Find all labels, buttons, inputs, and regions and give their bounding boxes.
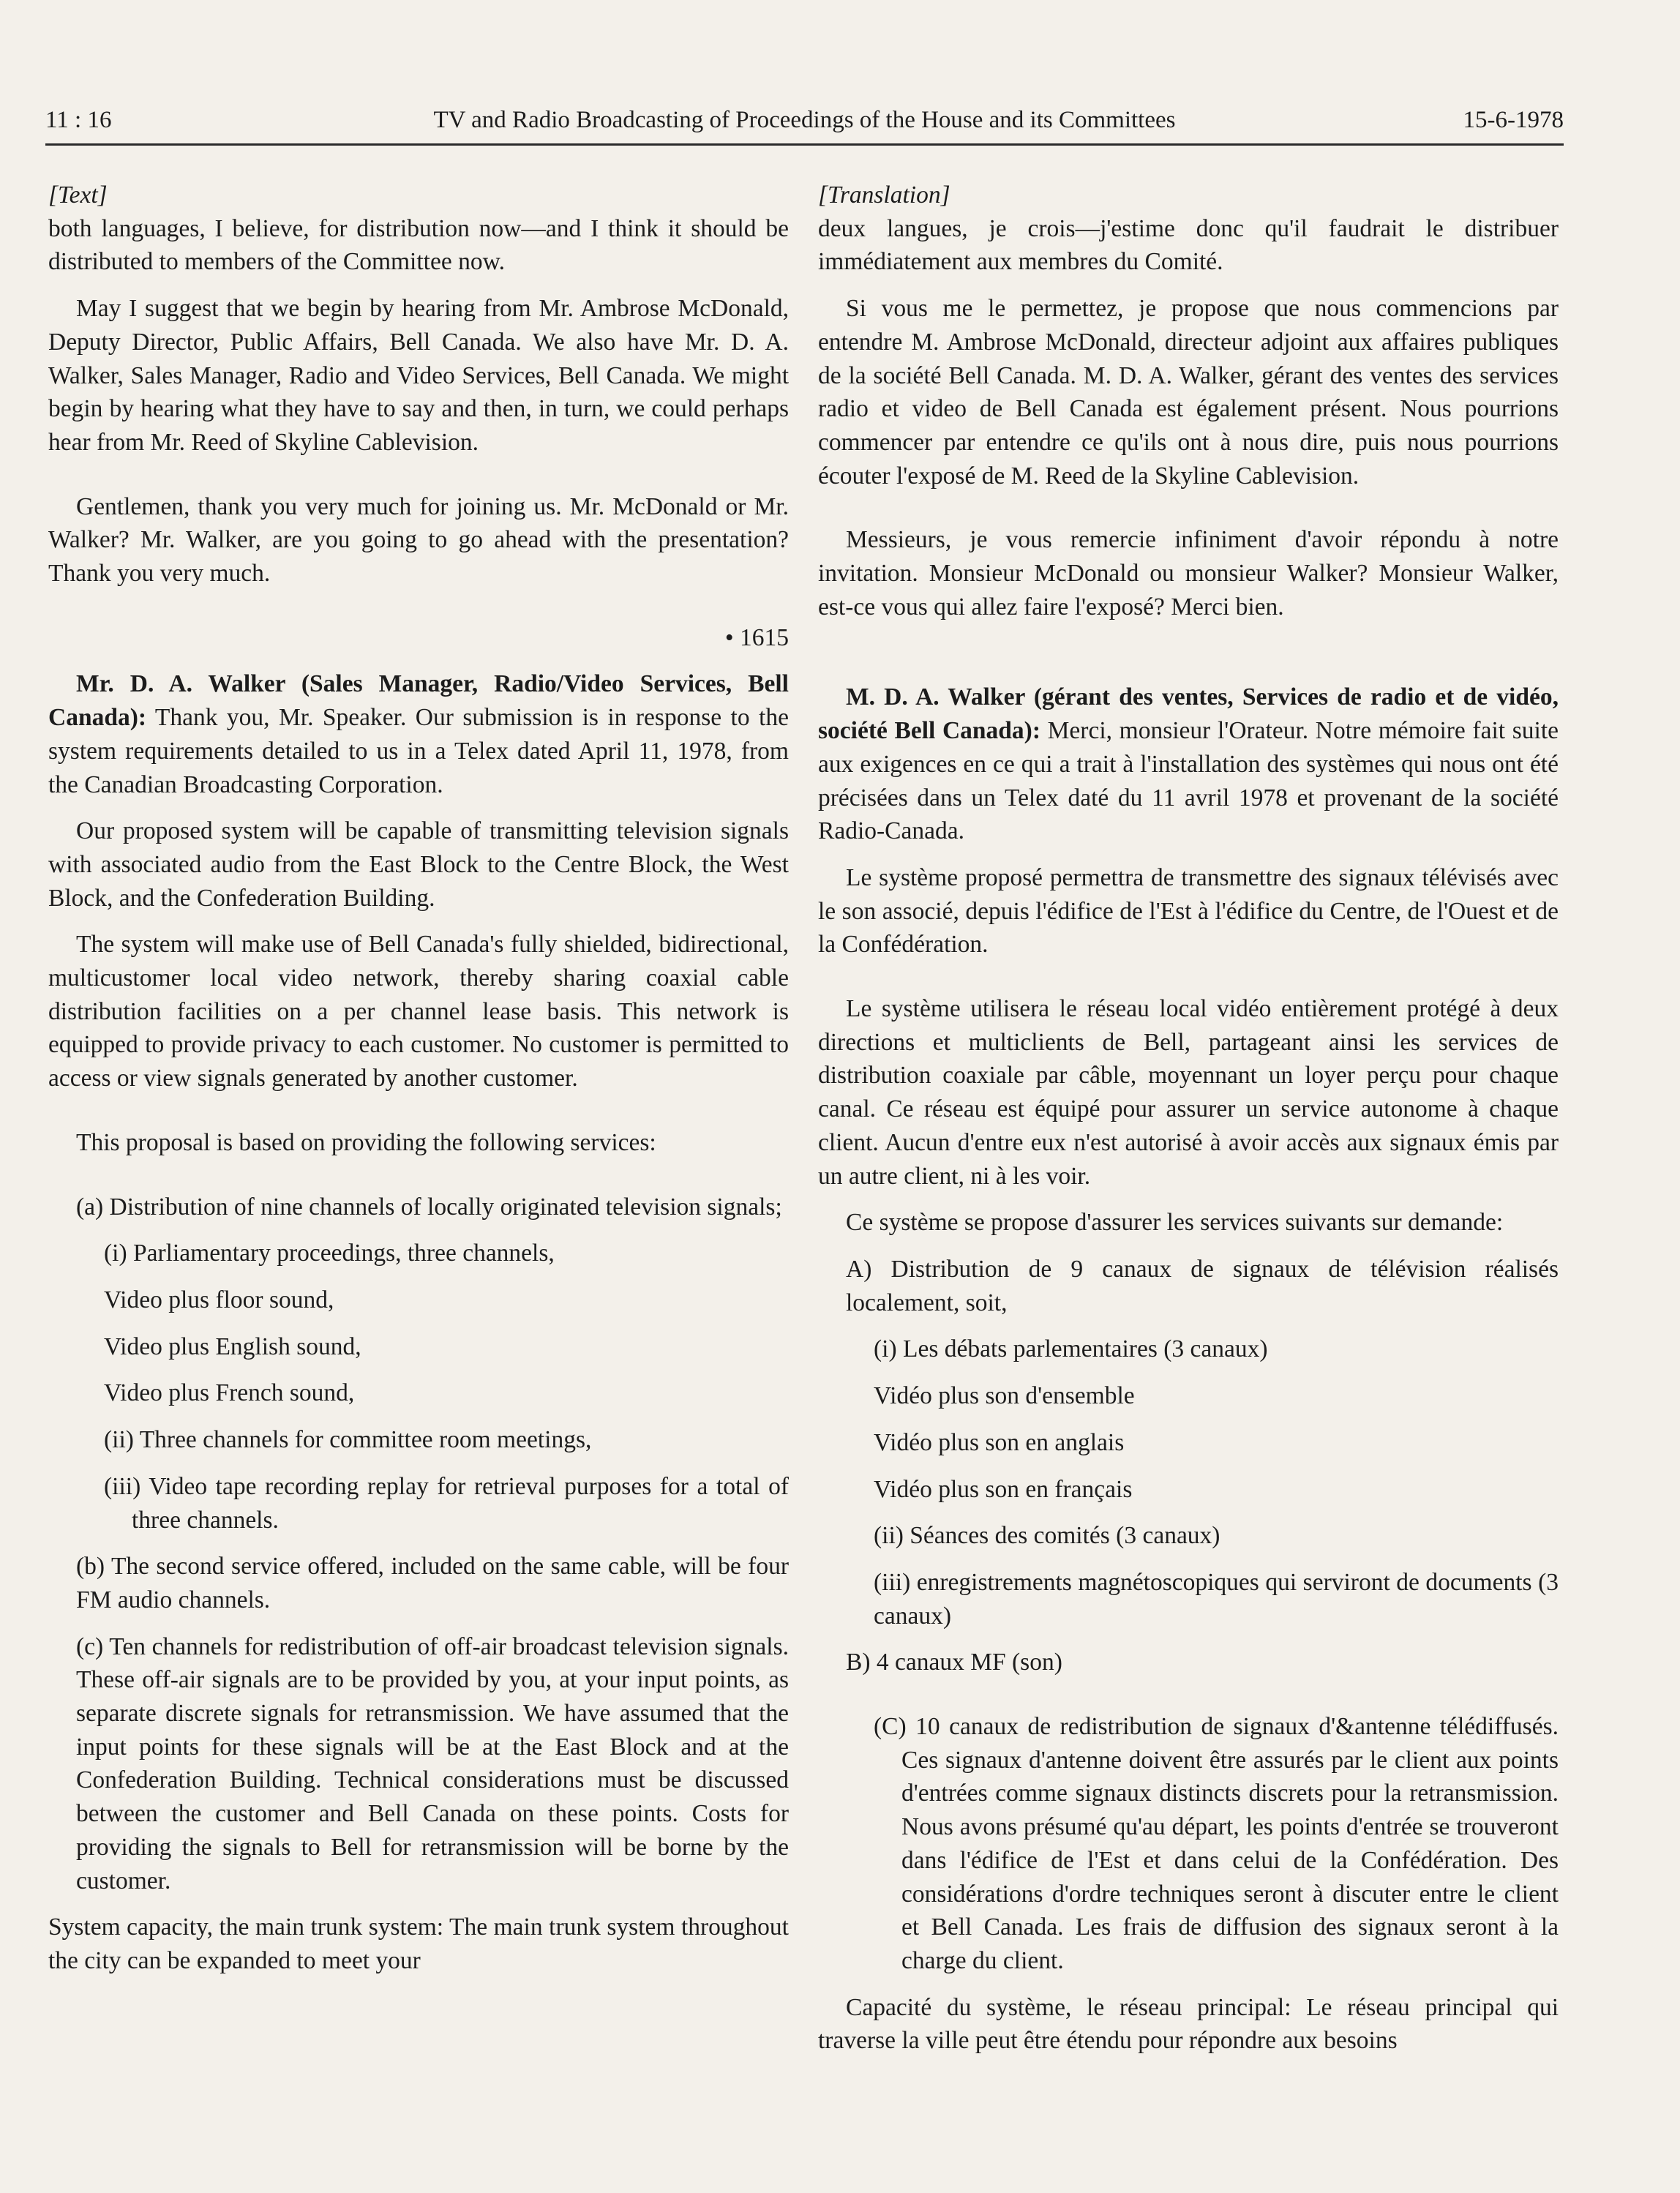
speaker-paragraph (818, 681, 1559, 848)
paragraph: both languages, I believe, for distribution now—and I think it should be distributed to members of the Committee now. (48, 214, 789, 276)
speaker-text: Thank you, Mr. Speaker. Our submission is in response to the system requirements detailed to us in a Telex dated April 11, 1978, from the Canadian Broadcasting Corporation. (48, 704, 789, 798)
list-item: Video plus English sound, (104, 1332, 361, 1360)
speaker-name: M. D. A. Walker (gérant des ventes, Services de radio et de vidéo, société Bell Canada): (818, 683, 1559, 745)
list-item: (C) 10 canaux de redistribution de signaux d'&antenne télédiffusés. Ces signaux d'antenne doivent être assurés par le client aux points d'entrées comme signaux distincts discrets pour la retransmission. Nous avons présumé qu'au départ, les points d'entrée se trouveront dans l'édifice de l'Est et dans celui de la Confédération. Des considérations d'ordre techniques seront à discuter entre le client et Bell Canada. Les frais de diffusion des signaux seront à la charge du client. (874, 1713, 1559, 1974)
paragraph: Le système utilisera le réseau local vidéo entièrement protégé à deux directions et multiclients de Bell, partageant ainsi les services de distribution coaxiale par câble, moyennant un loyer perçu pour chaque canal. Ce réseau est équipé pour assurer un service autonome à chaque client. Aucun d'entre eux n'est autorisé à avoir accès aux signaux émis par un autre client, ni à les voir. (818, 995, 1559, 1190)
page-header (45, 102, 1564, 146)
list-item: (a) Distribution of nine channels of locally originated television signals; (76, 1193, 782, 1221)
paragraph: deux langues, je crois—j'estime donc qu'il faudrait le distribuer immédiatement aux membres du Comité. (818, 214, 1559, 276)
paragraph: System capacity, the main trunk system: The main trunk system throughout the city can be expanded to meet your (48, 1913, 789, 1974)
paragraph: May I suggest that we begin by hearing from Mr. Ambrose McDonald, Deputy Director, Public Affairs, Bell Canada. We also have Mr. D. A. Walker, Sales Manager, Radio and Video Services, Bell Canada. We might begin by hearing what they have to say and then, in turn, we could perhaps hear from Mr. Reed of Skyline Cablevision. (48, 295, 789, 456)
list-item: (ii) Séances des comités (3 canaux) (874, 1522, 1220, 1550)
translation-label: [Translation] (818, 181, 950, 209)
list-item: (iii) Video tape recording replay for retrieval purposes for a total of three channels. (104, 1472, 789, 1534)
list-item: Vidéo plus son en français (874, 1475, 1133, 1503)
list-item: B) 4 canaux MF (son) (846, 1649, 1062, 1676)
speaker-name: Mr. D. A. Walker (Sales Manager, Radio/Video Services, Bell Canada): (48, 670, 789, 732)
english-column (48, 179, 789, 1978)
list-item: (b) The second service offered, included on the same cable, will be four FM audio channels. (76, 1553, 789, 1613)
list-item: (c) Ten channels for redistribution of off-air broadcast television signals. These off-air signals are to be provided by you, at your input points, as separate discrete signals for retransmission. We have assumed that the input points for these signals will be at the East Block and at the Confederation Building. Technical considerations must be discussed between the customer and Bell Canada on these points. Costs for providing the signals to Bell for retransmission will be borne by the customer. (76, 1632, 789, 1894)
list-item: Video plus French sound, (104, 1379, 355, 1407)
text-label: [Text] (48, 181, 108, 209)
list-item: (ii) Three channels for committee room meetings, (104, 1426, 592, 1454)
paragraph: Gentlemen, thank you very much for joining us. Mr. McDonald or Mr. Walker? Mr. Walker, are you going to go ahead with the presentation? Thank you very much. (48, 492, 789, 588)
running-title: TV and Radio Broadcasting of Proceedings of the House and its Committees (433, 107, 1176, 133)
list-item: (i) Les débats parlementaires (3 canaux) (874, 1335, 1268, 1363)
list-item: A) Distribution de 9 canaux de signaux de télévision réalisés localement, soit, (846, 1255, 1559, 1316)
time-marker: • 1615 (724, 623, 789, 651)
french-column (818, 179, 1559, 2058)
list-item: Vidéo plus son d'ensemble (874, 1382, 1135, 1410)
list-item: (i) Parliamentary proceedings, three channels, (104, 1240, 555, 1267)
list-item: Video plus floor sound, (104, 1286, 334, 1313)
page-date: 15-6-1978 (1463, 107, 1564, 133)
speaker-paragraph (48, 667, 789, 801)
speaker-text: Merci, monsieur l'Orateur. Notre mémoire fait suite aux exigences en ce qui a trait à l'installation des systèmes qui nous ont été précisées dans un Telex daté du 11 avril 1978 et provenant de la société Radio-Canada. (818, 717, 1559, 845)
paragraph: This proposal is based on providing the following services: (76, 1128, 656, 1156)
paragraph: Messieurs, je vous remercie infiniment d'avoir répondu à notre invitation. Monsieur McDonald ou monsieur Walker? Monsieur Walker, est-ce vous qui allez faire l'exposé? Merci bien. (818, 526, 1559, 621)
paragraph: Our proposed system will be capable of transmitting television signals with associated audio from the East Block to the Centre Block, the West Block, and the Confederation Building. (48, 817, 789, 912)
paragraph: The system will make use of Bell Canada's fully shielded, bidirectional, multicustomer local video network, thereby sharing coaxial cable distribution facilities on a per channel lease basis. This network is equipped to provide privacy to each customer. No customer is permitted to access or view signals generated by another customer. (48, 931, 789, 1092)
list-item: Vidéo plus son en anglais (874, 1428, 1125, 1456)
paragraph: Capacité du système, le réseau principal: Le réseau principal qui traverse la ville peut être étendu pour répondre aux besoins (818, 1993, 1559, 2055)
paragraph: Le système proposé permettra de transmettre des signaux télévisés avec le son associé, depuis l'édifice de l'Est à l'édifice du Centre, de l'Ouest et de la Confédération. (818, 863, 1559, 959)
list-item: (iii) enregistrements magnétoscopiques qui serviront de documents (3 canaux) (874, 1568, 1559, 1630)
paragraph: Si vous me le permettez, je propose que nous commencions par entendre M. Ambrose McDonald, directeur adjoint aux affaires publiques de la société Bell Canada. M. D. A. Walker, gérant des ventes des services radio et video de Bell Canada est également présent. Nous pourrions commencer par entendre ce qu'ils ont à nous dire, puis nous pourrions écouter l'exposé de M. Reed de la Skyline Cablevision. (818, 295, 1559, 490)
paragraph: Ce système se propose d'assurer les services suivants sur demande: (846, 1209, 1504, 1237)
page-number: 11 : 16 (45, 107, 112, 133)
